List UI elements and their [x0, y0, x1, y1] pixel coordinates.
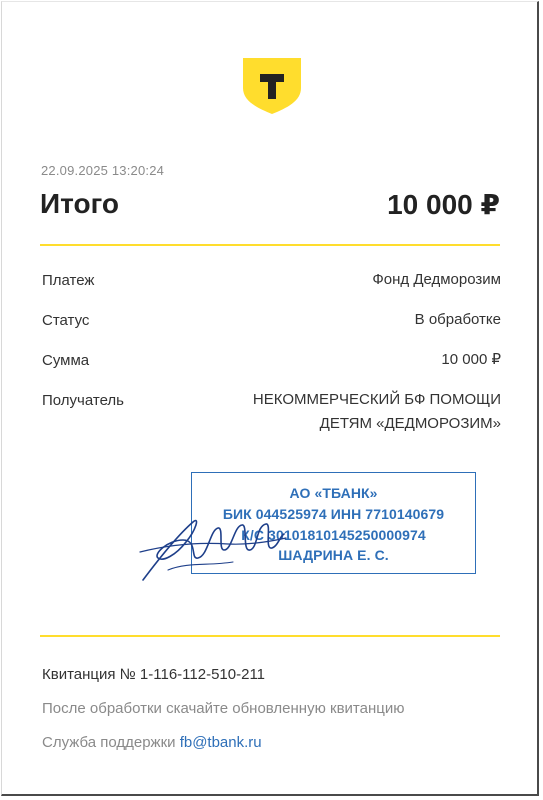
status-value: В обработке — [414, 311, 501, 328]
status-label: Статус — [42, 312, 90, 329]
tbank-logo-icon — [243, 58, 301, 114]
support-line — [42, 734, 262, 751]
stamp-account: К/С 30101810145250000974 — [241, 527, 426, 543]
bottom-divider — [40, 635, 500, 637]
stamp-bank-name: АО «ТБАНК» — [289, 485, 378, 501]
amount-value: 10 000 ₽ — [441, 351, 501, 368]
stamp-signatory: ШАДРИНА Е. С. — [278, 547, 389, 563]
amount-label: Сумма — [42, 352, 90, 369]
signature-icon — [138, 500, 288, 590]
receipt-number: Квитанция № 1-116-112-510-211 — [42, 666, 266, 683]
recipient-value-line2: ДЕТЯМ «ДЕДМОРОЗИМ» — [319, 415, 501, 432]
payment-datetime: 22.09.2025 13:20:24 — [41, 163, 165, 178]
total-amount: 10 000 ₽ — [387, 189, 500, 220]
total-label: Итого — [40, 188, 119, 219]
top-divider — [40, 244, 500, 246]
download-note: После обработки скачайте обновленную квитанцию — [42, 700, 405, 717]
support-label: Служба поддержки — [42, 734, 180, 751]
support-email-link[interactable]: fb@tbank.ru — [179, 734, 262, 751]
payment-value: Фонд Дедморозим — [372, 271, 501, 288]
recipient-value-line1: НЕКОММЕРЧЕСКИЙ БФ ПОМОЩИ — [252, 391, 501, 408]
payment-label: Платеж — [42, 272, 95, 289]
stamp-bik-inn: БИК 044525974 ИНН 7710140679 — [222, 506, 445, 522]
recipient-label: Получатель — [42, 392, 124, 409]
